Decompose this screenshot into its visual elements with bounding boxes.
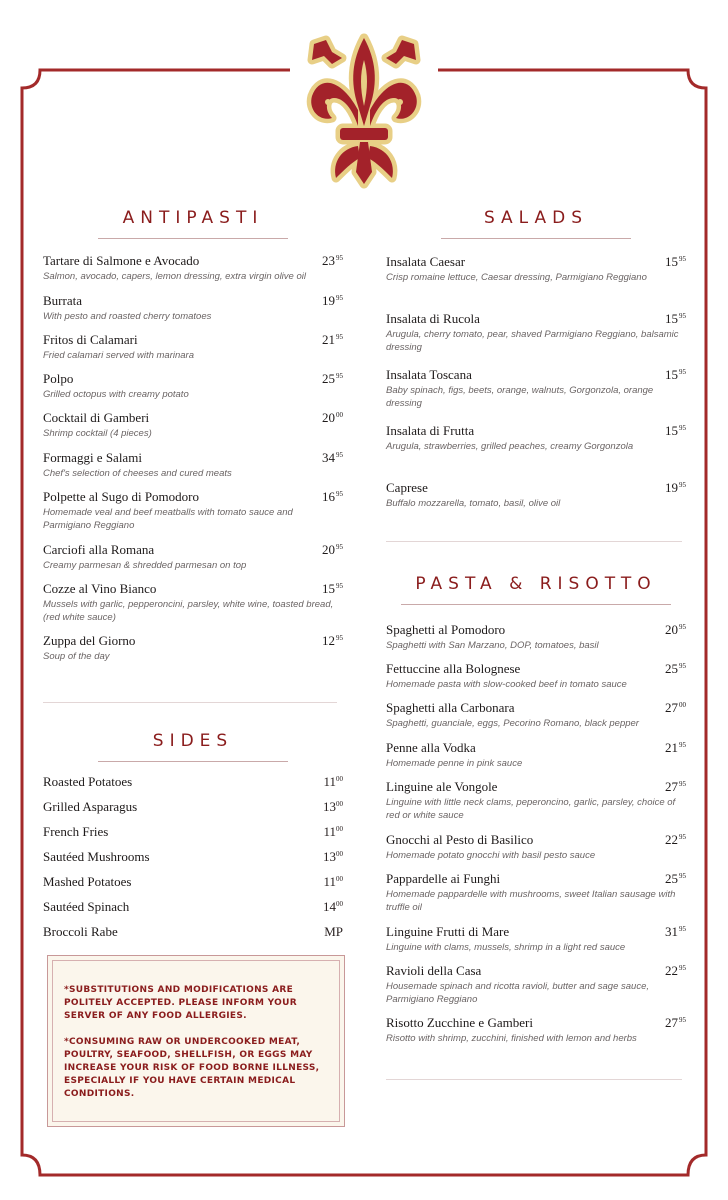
price-cents: 95 (679, 1016, 686, 1024)
item-name: Caprese (386, 480, 428, 495)
price-dollars: 11 (323, 874, 336, 889)
price-cents: 95 (336, 543, 343, 551)
menu-item (386, 740, 686, 770)
item-price (322, 371, 343, 387)
price-cents: 95 (679, 780, 686, 788)
item-price (322, 581, 343, 597)
notice-raw-food-warning: *CONSUMING RAW OR UNDERCOOKED MEAT, POULTRY, SEAFOOD, SHELLFISH, OR EGGS MAY INCREASE YOUR RISK OF FOOD BORNE ILLNESS, ESPECIALLY IF YOU HAVE CERTAIN MEDICAL CONDITIONS. (64, 1037, 320, 1099)
side-name: Mashed Potatoes (43, 874, 132, 889)
price-cents: 95 (336, 294, 343, 302)
antipasti-header (43, 208, 343, 239)
menu-item (43, 542, 343, 572)
sides-title: SIDES (152, 731, 234, 751)
menu-item (386, 311, 686, 354)
menu-item (43, 410, 343, 440)
menu-item (386, 871, 686, 914)
item-name: Penne alla Vodka (386, 740, 476, 755)
price-dollars: 15 (665, 254, 678, 269)
side-item (43, 924, 343, 940)
menu-item (386, 1015, 686, 1045)
price-cents: 00 (336, 875, 343, 883)
price-dollars: 14 (323, 899, 336, 914)
item-name: Insalata Toscana (386, 367, 472, 382)
item-description: Grilled octopus with creamy potato (43, 389, 189, 400)
price-cents: 00 (336, 775, 343, 783)
side-item (43, 799, 343, 815)
item-description: Fried calamari served with marinara (43, 350, 194, 361)
price-cents: 00 (336, 850, 343, 858)
price-cents: 95 (679, 312, 686, 320)
price-cents: 95 (679, 741, 686, 749)
price-cents: 95 (679, 925, 686, 933)
price-dollars: 21 (322, 332, 335, 347)
notice-substitutions: *SUBSTITUTIONS AND MODIFICATIONS ARE POLITELY ACCEPTED. PLEASE INFORM YOUR SERVER OF ANY FOOD ALLERGIES. (64, 985, 297, 1021)
price-dollars: 15 (665, 367, 678, 382)
item-name: Cozze al Vino Bianco (43, 581, 157, 596)
price-dollars: 21 (665, 740, 678, 755)
price-cents: 00 (336, 825, 343, 833)
price-dollars: 20 (322, 410, 335, 425)
price-cents: 95 (679, 623, 686, 631)
menu-item (43, 371, 343, 401)
item-description: Creamy parmesan & shredded parmesan on top (43, 560, 247, 571)
price-cents: 95 (336, 490, 343, 498)
price-cents: 95 (679, 481, 686, 489)
item-description: Arugula, strawberries, grilled peaches, creamy Gorgonzola (386, 441, 634, 452)
item-name: Polpo (43, 371, 74, 386)
price-dollars: 12 (322, 633, 335, 648)
item-description: Spaghetti with San Marzano, DOP, tomatoes, basil (386, 640, 599, 651)
item-price (665, 740, 686, 756)
price-dollars: 22 (665, 963, 678, 978)
menu-item (386, 963, 686, 1006)
item-description: Homemade penne in pink sauce (386, 758, 523, 769)
side-item (43, 874, 343, 890)
menu-item (43, 450, 343, 480)
side-price (324, 924, 343, 940)
item-name: Insalata Caesar (386, 254, 466, 269)
pasta-title: PASTA & RISOTTO (415, 574, 657, 594)
item-price (665, 832, 686, 848)
menu-item (43, 332, 343, 362)
menu-item (43, 581, 343, 624)
price-dollars: 11 (323, 774, 336, 789)
item-description: Homemade pappardelle with mushrooms, sweet Italian sausage with truffle oil (386, 889, 676, 913)
price-dollars: 11 (323, 824, 336, 839)
item-name: Zuppa del Giorno (43, 633, 136, 648)
price-dollars: 34 (322, 450, 335, 465)
side-item (43, 774, 343, 790)
price-dollars: 15 (665, 311, 678, 326)
menu-item (386, 480, 686, 510)
price-cents: 95 (679, 255, 686, 263)
salads-title: SALADS (483, 208, 589, 228)
price-dollars: 20 (322, 542, 335, 557)
item-description: With pesto and roasted cherry tomatoes (43, 311, 212, 322)
price-cents: 00 (336, 800, 343, 808)
item-description: Spaghetti, guanciale, eggs, Pecorino Romano, black pepper (386, 718, 639, 729)
pasta-rule (401, 604, 671, 605)
menu-item (386, 700, 686, 730)
item-price (322, 293, 343, 309)
item-price (322, 489, 343, 505)
item-name: Burrata (43, 293, 82, 308)
menu-item (386, 423, 686, 453)
item-price (322, 450, 343, 466)
price-cents: 95 (336, 582, 343, 590)
antipasti-rule (98, 238, 288, 239)
side-name: Grilled Asparagus (43, 799, 138, 814)
menu-item (386, 832, 686, 862)
price-cents: 95 (336, 634, 343, 642)
right-divider-1 (386, 541, 682, 542)
item-price (665, 254, 686, 270)
item-name: Tartare di Salmone e Avocado (43, 253, 200, 268)
item-name: Insalata di Frutta (386, 423, 475, 438)
price-dollars: 15 (322, 581, 335, 596)
item-description: Housemade spinach and ricotta ravioli, butter and sage sauce, Parmigiano Reggiano (386, 981, 649, 1005)
price-dollars: 25 (322, 371, 335, 386)
side-price (323, 774, 343, 790)
item-description: Arugula, cherry tomato, pear, shaved Parmigiano Reggiano, balsamic dressing (386, 329, 679, 353)
item-description: Linguine with clams, mussels, shrimp in a light red sauce (386, 942, 626, 953)
item-name: Formaggi e Salami (43, 450, 142, 465)
price-dollars: 13 (323, 799, 336, 814)
price-cents: 00 (336, 411, 343, 419)
item-price (665, 963, 686, 979)
side-price (323, 874, 343, 890)
item-description: Crisp romaine lettuce, Caesar dressing, Parmigiano Reggiano (386, 272, 647, 283)
left-divider (43, 702, 337, 703)
price-dollars: 16 (322, 489, 335, 504)
price-cents: 00 (336, 900, 343, 908)
item-name: Carciofi alla Romana (43, 542, 155, 557)
salads-header (386, 208, 686, 239)
item-price (322, 332, 343, 348)
side-name: Sautéed Spinach (43, 899, 130, 914)
price-dollars: 20 (665, 622, 678, 637)
item-name: Spaghetti alla Carbonara (386, 700, 515, 715)
menu-item (386, 367, 686, 410)
item-name: Insalata di Rucola (386, 311, 480, 326)
price-dollars: 19 (322, 293, 335, 308)
side-price (323, 824, 343, 840)
price-cents: 95 (336, 451, 343, 459)
side-name: Sautéed Mushrooms (43, 849, 150, 864)
item-price (322, 633, 343, 649)
price-dollars: 19 (665, 480, 678, 495)
item-name: Fettuccine alla Bolognese (386, 661, 521, 676)
price-dollars: MP (324, 924, 343, 939)
item-description: Salmon, avocado, capers, lemon dressing, extra virgin olive oil (43, 271, 306, 282)
menu-item (43, 489, 343, 532)
item-price (665, 661, 686, 677)
side-price (323, 799, 343, 815)
item-description: Shrimp cocktail (4 pieces) (43, 428, 152, 439)
item-name: Risotto Zucchine e Gamberi (386, 1015, 533, 1030)
side-name: French Fries (43, 824, 109, 839)
item-name: Spaghetti al Pomodoro (386, 622, 506, 637)
price-cents: 95 (679, 368, 686, 376)
price-cents: 95 (336, 333, 343, 341)
sides-rule (98, 761, 288, 762)
menu-item (43, 293, 343, 323)
item-name: Linguine Frutti di Mare (386, 924, 510, 939)
item-price (322, 410, 343, 426)
salads-rule (441, 238, 631, 239)
price-cents: 95 (336, 254, 343, 262)
price-dollars: 22 (665, 832, 678, 847)
antipasti-title: ANTIPASTI (122, 208, 264, 228)
item-name: Linguine ale Vongole (386, 779, 498, 794)
item-price (322, 542, 343, 558)
item-description: Homemade potato gnocchi with basil pesto sauce (386, 850, 596, 861)
item-description: Buffalo mozzarella, tomato, basil, olive oil (386, 498, 561, 509)
price-dollars: 25 (665, 661, 678, 676)
item-description: Homemade pasta with slow-cooked beef in tomato sauce (386, 679, 627, 690)
item-name: Pappardelle ai Funghi (386, 871, 501, 886)
item-description: Soup of the day (43, 651, 110, 662)
sides-header (43, 731, 343, 762)
item-name: Cocktail di Gamberi (43, 410, 150, 425)
price-dollars: 31 (665, 924, 678, 939)
price-dollars: 23 (322, 253, 335, 268)
item-price (665, 779, 686, 795)
price-cents: 00 (679, 701, 686, 709)
side-item (43, 899, 343, 915)
item-price (665, 622, 686, 638)
side-price (323, 849, 343, 865)
item-price (665, 367, 686, 383)
item-price (665, 423, 686, 439)
pasta-header (386, 574, 686, 605)
side-item (43, 849, 343, 865)
menu-item (386, 622, 686, 652)
item-description: Mussels with garlic, pepperoncini, parsley, white wine, toasted bread, (red white sauce) (43, 599, 334, 623)
item-description: Baby spinach, figs, beets, orange, walnuts, Gorgonzola, orange dressing (386, 385, 654, 409)
right-divider-2 (386, 1079, 682, 1080)
menu-item (386, 661, 686, 691)
price-dollars: 15 (665, 423, 678, 438)
item-name: Fritos di Calamari (43, 332, 138, 347)
item-price (665, 1015, 686, 1031)
price-cents: 95 (679, 662, 686, 670)
side-name: Roasted Potatoes (43, 774, 133, 789)
side-item (43, 824, 343, 840)
price-cents: 95 (679, 424, 686, 432)
side-price (323, 899, 343, 915)
price-cents: 95 (679, 833, 686, 841)
menu-item (386, 779, 686, 822)
item-price (322, 253, 343, 269)
price-dollars: 27 (665, 700, 678, 715)
price-dollars: 27 (665, 779, 678, 794)
menu-item (43, 633, 343, 663)
allergy-notice (47, 955, 345, 1127)
side-name: Broccoli Rabe (43, 924, 118, 939)
item-price (665, 871, 686, 887)
menu-item (386, 924, 686, 954)
item-price (665, 700, 686, 716)
item-description: Homemade veal and beef meatballs with tomato sauce and Parmigiano Reggiano (43, 507, 293, 531)
item-price (665, 480, 686, 496)
item-name: Ravioli della Casa (386, 963, 482, 978)
price-cents: 95 (679, 964, 686, 972)
price-cents: 95 (336, 372, 343, 380)
item-description: Chef's selection of cheeses and cured meats (43, 468, 232, 479)
price-cents: 95 (679, 872, 686, 880)
price-dollars: 25 (665, 871, 678, 886)
menu-item (43, 253, 343, 283)
item-description: Linguine with little neck clams, peperoncino, garlic, parsley, choice of red or white sauce (386, 797, 676, 821)
item-name: Gnocchi al Pesto di Basilico (386, 832, 534, 847)
menu-item (386, 254, 686, 284)
price-dollars: 27 (665, 1015, 678, 1030)
price-dollars: 13 (323, 849, 336, 864)
item-name: Polpette al Sugo di Pomodoro (43, 489, 199, 504)
item-price (665, 924, 686, 940)
item-price (665, 311, 686, 327)
item-description: Risotto with shrimp, zucchini, finished with lemon and herbs (386, 1033, 637, 1044)
